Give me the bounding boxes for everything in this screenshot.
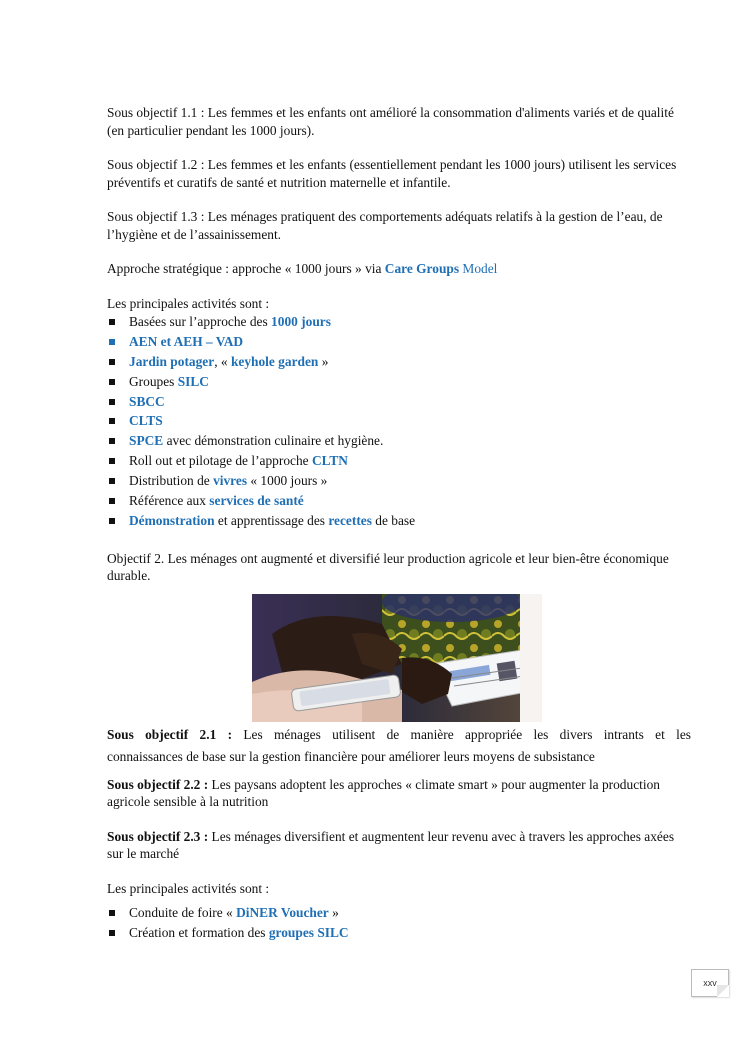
link-silc[interactable]: SILC (177, 373, 209, 389)
list-item: Roll out et pilotage de l’approche CLTN (107, 451, 691, 471)
list-item: Référence aux services de santé (107, 491, 691, 511)
page-number: xxv (691, 969, 729, 997)
link-jardin-potager[interactable]: Jardin potager (129, 353, 215, 369)
list-item (107, 332, 691, 352)
approach-prefix: Approche stratégique : approche « 1000 jours » via (107, 261, 385, 276)
document-page (107, 104, 691, 943)
link-sbcc[interactable]: SBCC (129, 393, 165, 409)
sub-objective-1-1: Sous objectif 1.1 : Les femmes et les enfants ont amélioré la consommation d'aliments variés et de qualité (en particulier pendant les 1000 jours). (107, 105, 674, 138)
square-bullet-icon (109, 418, 115, 424)
square-bullet-icon (109, 319, 115, 325)
activities-list-2 (107, 903, 691, 943)
link-demonstration[interactable]: Démonstration (129, 512, 215, 528)
square-bullet-icon (109, 478, 115, 484)
link-vivres[interactable]: vivres (213, 473, 248, 489)
link-spce[interactable]: SPCE (129, 433, 164, 449)
link-clts[interactable]: CLTS (129, 413, 163, 429)
sub-objective-1-2: Sous objectif 1.2 : Les femmes et les enfants (essentiellement pendant les 1000 jours) utilisent les services préventifs et curatifs de santé et nutrition maternelle et infantile. (107, 157, 677, 190)
sub-objective-2-3: Sous objectif 2.3 : Les ménages diversifient et augmentent leur revenu avec à travers les approches axées sur le marché (107, 828, 675, 862)
approach-suffix: Model (459, 261, 498, 276)
square-bullet-icon (109, 399, 115, 405)
link-cltn[interactable]: CLTN (311, 453, 348, 469)
list-item: Démonstration et apprentissage des recettes de base (107, 511, 691, 531)
sub-objective-2-1: Sous objectif 2.1 : Les ménages utilisent de manière appropriée les divers intrants et les connaissances de base sur la gestion financière pour améliorer leurs moyens de subsistance (107, 726, 692, 764)
list-item (107, 411, 691, 431)
square-bullet-icon (109, 910, 115, 916)
objective-2: Objectif 2. Les ménages ont augmenté et diversifié leur production agricole et leur bien-être économique durable. (107, 550, 669, 584)
link-diner-voucher[interactable]: DiNER Voucher (236, 905, 329, 921)
square-bullet-icon (109, 458, 115, 464)
list-item: Basées sur l’approche des 1000 jours (107, 312, 691, 332)
sub-objective-2-1-label: Sous objectif 2.1 : (107, 726, 233, 742)
photo-illustration (252, 594, 542, 722)
sub-objective-1-3: Sous objectif 1.3 : Les ménages pratiquent des comportements adéquats relatifs à la gestion de l’eau, de l’hygiène et de l’assainissement. (107, 209, 663, 242)
activities-intro-1: Les principales activités sont : (107, 295, 270, 311)
sub-objective-2-2-label: Sous objectif 2.2 : (107, 776, 209, 792)
list-item: SPCE avec démonstration culinaire et hygiène. (107, 431, 691, 451)
care-groups-link[interactable]: Care Groups (384, 261, 460, 276)
photo-phone-voucher (252, 594, 542, 722)
link-services-sante[interactable]: services de santé (209, 493, 304, 509)
square-bullet-icon (109, 359, 115, 365)
sub-objective-2-2: Sous objectif 2.2 : Les paysans adoptent les approches « climate smart » pour augmenter la production agricole sensible à la nutrition (107, 776, 660, 810)
activities-intro-2: Les principales activités sont : (107, 880, 270, 896)
square-bullet-icon (109, 498, 115, 504)
list-item (107, 392, 691, 412)
list-item: Groupes SILC (107, 372, 691, 392)
link-keyhole-garden[interactable]: keyhole garden (230, 353, 319, 369)
activities-list-1 (107, 312, 691, 531)
square-bullet-icon (109, 339, 115, 345)
list-item: Création et formation des groupes SILC (107, 923, 691, 943)
list-item: Conduite de foire « DiNER Voucher » (107, 903, 691, 923)
square-bullet-icon (109, 518, 115, 524)
link-groupes-silc[interactable]: groupes SILC (268, 925, 349, 941)
list-item: Jardin potager, « keyhole garden » (107, 352, 691, 372)
square-bullet-icon (109, 438, 115, 444)
square-bullet-icon (109, 930, 115, 936)
strategic-approach (107, 260, 691, 278)
sub-objective-2-3-label: Sous objectif 2.3 : (107, 828, 209, 844)
list-item: Distribution de vivres « 1000 jours » (107, 471, 691, 491)
link-aen-aeh[interactable]: AEN et AEH – VAD (129, 333, 244, 349)
square-bullet-icon (109, 379, 115, 385)
link-recettes[interactable]: recettes (328, 512, 372, 528)
link-1000-jours[interactable]: 1000 jours (271, 314, 331, 329)
